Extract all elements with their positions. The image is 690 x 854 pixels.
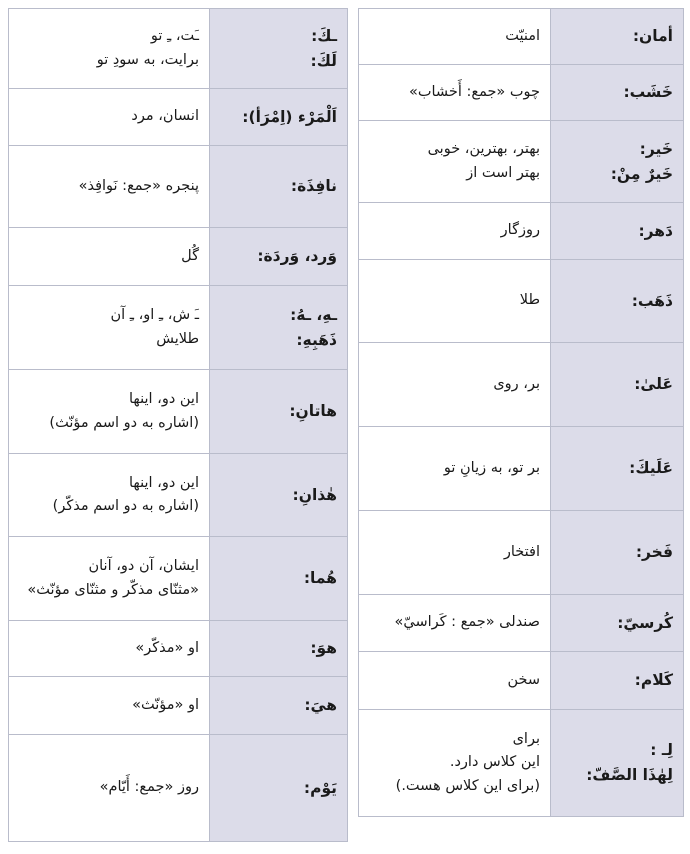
- persian-meaning: امنیّت: [359, 9, 551, 65]
- arabic-word: يَوْم:: [210, 735, 348, 842]
- arabic-word: ـكَ: لَكَ:: [210, 9, 348, 89]
- arabic-word: عَلَیكَ:: [551, 427, 684, 511]
- table-row: [9, 370, 348, 454]
- persian-meaning: بر تو، به زیانِ تو: [359, 427, 551, 511]
- persian-meaning: او «مذكّر»: [9, 621, 210, 677]
- persian-meaning: صندلی «جمع : كَراسيّ»: [359, 595, 551, 652]
- arabic-word: هاتانِ:: [210, 370, 348, 454]
- persian-meaning: چوب «جمع: أَخشاب»: [359, 65, 551, 121]
- persian-meaning: پنجره «جمع: نَوافِذ»: [9, 146, 210, 228]
- arabic-word: ـهِ، ـهُ: ذَهَبِهِ:: [210, 286, 348, 370]
- arabic-word: عَلیٰ:: [551, 343, 684, 427]
- table-row: [9, 537, 348, 621]
- table-row: [9, 89, 348, 146]
- table-row: [9, 677, 348, 735]
- persian-meaning: ـَت، ـِ تو برایت، به سودِ تو: [9, 9, 210, 89]
- arabic-word: هوَ:: [210, 621, 348, 677]
- persian-meaning: سخن: [359, 652, 551, 710]
- table-row: [359, 511, 684, 595]
- persian-meaning: روزگار: [359, 203, 551, 260]
- persian-meaning: افتخار: [359, 511, 551, 595]
- table-row: [9, 286, 348, 370]
- table-row: [359, 595, 684, 652]
- arabic-word: أمان:: [551, 9, 684, 65]
- arabic-word: كُرسيّ:: [551, 595, 684, 652]
- persian-meaning: ـَ ش، ـِ او، ـِ آن طلایش: [9, 286, 210, 370]
- arabic-word: هٰذانِ:: [210, 454, 348, 537]
- table-row: [359, 427, 684, 511]
- arabic-word: فَخر:: [551, 511, 684, 595]
- table-row: [9, 621, 348, 677]
- persian-meaning: بهتر، بهترین، خوبی بهتر است از: [359, 121, 551, 203]
- persian-meaning: طلا: [359, 260, 551, 343]
- persian-meaning: گُل: [9, 228, 210, 286]
- arabic-word: ذَهَب:: [551, 260, 684, 343]
- table-row: [359, 121, 684, 203]
- table-row: [359, 710, 684, 817]
- arabic-word: خَشَب:: [551, 65, 684, 121]
- persian-meaning: روز «جمع: أَيّام»: [9, 735, 210, 842]
- arabic-word: لِـ : لِهٰذَا الصَّفّ:: [551, 710, 684, 817]
- table-row: [359, 9, 684, 65]
- persian-meaning: برای این كلاس دارد. (برای این كلاس هست.): [359, 710, 551, 817]
- table-row: [359, 652, 684, 710]
- persian-meaning: این دو، اینها (اشاره به دو اسم مذكّر): [9, 454, 210, 537]
- arabic-word: كَلام:: [551, 652, 684, 710]
- table-row: [9, 146, 348, 228]
- table-row: [359, 65, 684, 121]
- table-row: [9, 228, 348, 286]
- persian-meaning: ایشان، آن دو، آنان «مثنّای مذكّر و مثنّای مؤنّث»: [9, 537, 210, 621]
- table-row: [9, 735, 348, 842]
- persian-meaning: بر، روی: [359, 343, 551, 427]
- arabic-word: هيَ:: [210, 677, 348, 735]
- arabic-word: دَهر:: [551, 203, 684, 260]
- arabic-word: اَلْمَرْء (اِمْرَأ):: [210, 89, 348, 146]
- vocabulary-table-left: [8, 8, 348, 842]
- table-row: [359, 260, 684, 343]
- vocabulary-table-right: [358, 8, 684, 817]
- table-row: [9, 9, 348, 89]
- arabic-word: وَرد، وَردَة:: [210, 228, 348, 286]
- persian-meaning: این دو، اینها (اشاره به دو اسم مؤنّث): [9, 370, 210, 454]
- table-row: [359, 203, 684, 260]
- table-row: [359, 343, 684, 427]
- arabic-word: هُما:: [210, 537, 348, 621]
- persian-meaning: انسان، مرد: [9, 89, 210, 146]
- arabic-word: خَیر: خَیرٌ مِنْ:: [551, 121, 684, 203]
- persian-meaning: او «مؤنّث»: [9, 677, 210, 735]
- table-row: [9, 454, 348, 537]
- arabic-word: نافِذَة:: [210, 146, 348, 228]
